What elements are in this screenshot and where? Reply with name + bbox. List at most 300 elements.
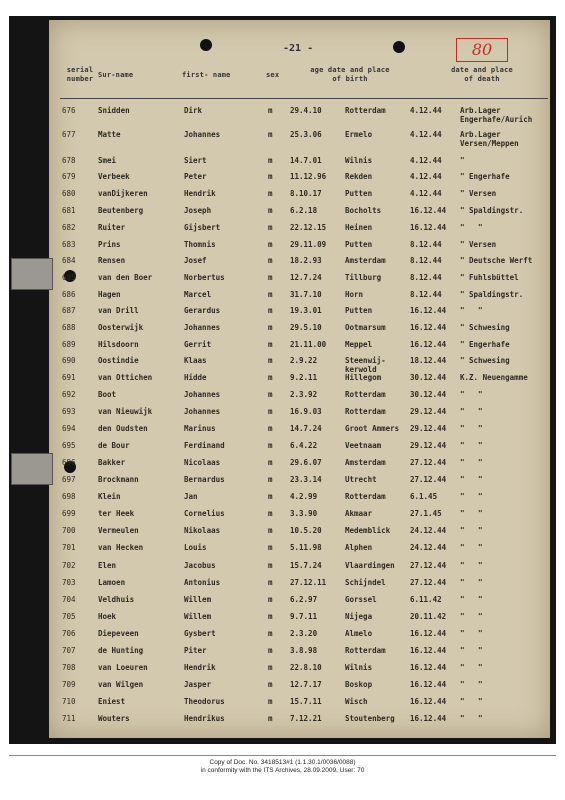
row-death-date: 16.12.44	[410, 223, 447, 232]
row-first-name: Dirk	[184, 106, 203, 115]
row-birth-date: 11.12.96	[290, 172, 327, 181]
row-birth-date: 21.11.00	[290, 340, 327, 349]
punch-hole-left	[200, 39, 212, 51]
row-serial-number: 684	[62, 256, 76, 265]
row-surname: vanDijkeren	[98, 189, 148, 198]
row-death-place: " "	[460, 561, 483, 570]
row-serial-number: 697	[62, 475, 76, 484]
row-death-place: K.Z. Neuengamme	[460, 373, 528, 382]
header-serial-number: serial number	[66, 66, 94, 83]
row-birth-date: 19.3.01	[290, 306, 322, 315]
row-birth-date: 9.7.11	[290, 612, 318, 621]
row-first-name: Piter	[184, 646, 207, 655]
row-death-place: " "	[460, 680, 483, 689]
row-birth-date: 29.5.10	[290, 323, 322, 332]
row-first-name: Bernardus	[184, 475, 225, 484]
row-birth-date: 6.2.18	[290, 206, 318, 215]
row-surname: Klein	[98, 492, 121, 501]
row-surname: den Oudsten	[98, 424, 148, 433]
row-birth-place: Horn	[345, 290, 364, 299]
row-sex: m	[268, 543, 273, 552]
row-first-name: Willem	[184, 612, 212, 621]
row-birth-place: Rotterdam	[345, 390, 386, 399]
row-surname: ter Heek	[98, 509, 135, 518]
row-surname: Ruiter	[98, 223, 126, 232]
row-sex: m	[268, 256, 273, 265]
row-death-date: 27.12.44	[410, 561, 447, 570]
row-death-place: " Engerhafe	[460, 172, 510, 181]
row-surname: Boot	[98, 390, 117, 399]
row-sex: m	[268, 561, 273, 570]
row-sex: m	[268, 663, 273, 672]
row-death-date: 4.12.44	[410, 106, 442, 115]
row-death-date: 16.12.44	[410, 629, 447, 638]
row-first-name: Nicolaas	[184, 458, 221, 467]
row-death-place: " "	[460, 543, 483, 552]
row-first-name: Nikolaas	[184, 526, 221, 535]
row-serial-number: 692	[62, 390, 76, 399]
row-death-date: 27.12.44	[410, 578, 447, 587]
row-sex: m	[268, 629, 273, 638]
row-death-place: Arb.Lager Engerhafe/Aurich	[460, 106, 533, 124]
row-sex: m	[268, 206, 273, 215]
row-first-name: Jasper	[184, 680, 212, 689]
row-birth-date: 2.9.22	[290, 356, 318, 365]
row-sex: m	[268, 172, 273, 181]
row-surname: Oosterwijk	[98, 323, 144, 332]
row-serial-number: 688	[62, 323, 76, 332]
row-surname: Wouters	[98, 714, 130, 723]
row-birth-place: Amsterdam	[345, 458, 386, 467]
row-birth-date: 12.7.17	[290, 680, 322, 689]
row-death-place: " Deutsche Werft	[460, 256, 533, 265]
row-first-name: Norbertus	[184, 273, 225, 282]
row-surname: Prins	[98, 240, 121, 249]
row-death-place: " "	[460, 424, 483, 433]
row-surname: van Hecken	[98, 543, 144, 552]
row-death-date: 4.12.44	[410, 156, 442, 165]
row-death-date: 8.12.44	[410, 256, 442, 265]
row-sex: m	[268, 509, 273, 518]
row-first-name: Hendrik	[184, 189, 216, 198]
row-birth-place: Hillegom	[345, 373, 382, 382]
row-first-name: Johannes	[184, 130, 221, 139]
row-serial-number: 700	[62, 526, 76, 535]
row-surname: Oostindie	[98, 356, 139, 365]
row-death-date: 16.12.44	[410, 697, 447, 706]
row-birth-date: 10.5.20	[290, 526, 322, 535]
row-birth-date: 25.3.06	[290, 130, 322, 139]
row-birth-place: Wilnis	[345, 663, 373, 672]
row-first-name: Josef	[184, 256, 207, 265]
row-surname: van Wilgen	[98, 680, 144, 689]
row-surname: Hilsdoorn	[98, 340, 139, 349]
row-serial-number: 703	[62, 578, 76, 587]
row-death-date: 8.12.44	[410, 273, 442, 282]
row-serial-number: 689	[62, 340, 76, 349]
row-death-place: " Schwesing	[460, 323, 510, 332]
row-birth-place: Nijega	[345, 612, 373, 621]
header-first-name: first- name	[182, 71, 231, 79]
row-first-name: Johannes	[184, 407, 221, 416]
row-first-name: Gysbert	[184, 629, 216, 638]
row-surname: de Bour	[98, 441, 130, 450]
row-death-place: " Spaldingstr.	[460, 290, 524, 299]
row-first-name: Joseph	[184, 206, 212, 215]
row-sex: m	[268, 475, 273, 484]
row-birth-date: 7.12.21	[290, 714, 322, 723]
row-death-place: " Versen	[460, 189, 497, 198]
row-death-place: " "	[460, 697, 483, 706]
row-birth-date: 23.3.14	[290, 475, 322, 484]
row-birth-date: 22.8.10	[290, 663, 322, 672]
row-sex: m	[268, 106, 273, 115]
row-birth-place: Vlaardingen	[345, 561, 395, 570]
row-serial-number: 694	[62, 424, 76, 433]
row-serial-number: 711	[62, 714, 76, 723]
row-surname: Bakker	[98, 458, 126, 467]
row-surname: Rensen	[98, 256, 126, 265]
row-birth-date: 4.2.99	[290, 492, 318, 501]
row-sex: m	[268, 340, 273, 349]
row-birth-place: Rotterdam	[345, 492, 386, 501]
row-sex: m	[268, 273, 273, 282]
row-sex: m	[268, 697, 273, 706]
row-death-date: 27.12.44	[410, 475, 447, 484]
row-death-date: 24.12.44	[410, 526, 447, 535]
row-birth-place: Rotterdam	[345, 646, 386, 655]
row-serial-number: 699	[62, 509, 76, 518]
table-row	[0, 714, 565, 738]
footer-rule	[9, 755, 556, 756]
row-birth-date: 12.7.24	[290, 273, 322, 282]
row-surname: Snidden	[98, 106, 130, 115]
table-row	[0, 130, 565, 154]
row-birth-date: 3.3.90	[290, 509, 318, 518]
row-death-date: 27.12.44	[410, 458, 447, 467]
row-birth-place: Ootmarsum	[345, 323, 386, 332]
row-birth-date: 5.11.98	[290, 543, 322, 552]
row-first-name: Louis	[184, 543, 207, 552]
row-sex: m	[268, 223, 273, 232]
row-death-place: Arb.Lager Versen/Meppen	[460, 130, 519, 148]
row-surname: Smei	[98, 156, 117, 165]
row-serial-number: 685	[62, 273, 76, 282]
row-surname: van Drill	[98, 306, 139, 315]
row-sex: m	[268, 680, 273, 689]
row-death-date: 6.11.42	[410, 595, 442, 604]
row-first-name: Theodorus	[184, 697, 225, 706]
row-death-place: " "	[460, 306, 483, 315]
row-surname: Verbeek	[98, 172, 130, 181]
row-first-name: Gerardus	[184, 306, 221, 315]
row-birth-place: Akmaar	[345, 509, 373, 518]
row-birth-date: 22.12.15	[290, 223, 327, 232]
row-death-date: 16.12.44	[410, 646, 447, 655]
row-death-place: " Fuhlsbüttel	[460, 273, 519, 282]
row-death-place: " "	[460, 390, 483, 399]
row-birth-place: Steenwij- kerwold	[345, 356, 386, 374]
row-birth-place: Medemblick	[345, 526, 391, 535]
header-sex: sex	[266, 71, 280, 79]
row-death-date: 30.12.44	[410, 373, 447, 382]
row-serial-number: 706	[62, 629, 76, 638]
row-death-place: " "	[460, 441, 483, 450]
row-birth-date: 31.7.10	[290, 290, 322, 299]
row-birth-place: Meppel	[345, 340, 373, 349]
row-death-place: " "	[460, 509, 483, 518]
row-sex: m	[268, 130, 273, 139]
row-surname: Eniest	[98, 697, 126, 706]
row-serial-number: 693	[62, 407, 76, 416]
row-birth-place: Putten	[345, 240, 373, 249]
row-first-name: Johannes	[184, 323, 221, 332]
row-serial-number: 682	[62, 223, 76, 232]
row-first-name: Ferdinand	[184, 441, 225, 450]
row-birth-date: 2.3.20	[290, 629, 318, 638]
row-birth-place: Wisch	[345, 697, 368, 706]
row-sex: m	[268, 612, 273, 621]
row-death-place: " "	[460, 223, 483, 232]
row-serial-number: 695	[62, 441, 76, 450]
row-sex: m	[268, 646, 273, 655]
row-birth-place: Gorssel	[345, 595, 377, 604]
row-death-date: 8.12.44	[410, 240, 442, 249]
row-birth-place: Groot Ammers	[345, 424, 400, 433]
row-death-place: " "	[460, 714, 483, 723]
row-birth-place: Heinen	[345, 223, 373, 232]
row-serial-number: 698	[62, 492, 76, 501]
row-sex: m	[268, 407, 273, 416]
row-first-name: Marinus	[184, 424, 216, 433]
row-birth-place: Rotterdam	[345, 106, 386, 115]
row-first-name: Gerrit	[184, 340, 212, 349]
row-death-date: 20.11.42	[410, 612, 447, 621]
row-birth-date: 3.8.98	[290, 646, 318, 655]
header-death: date and place of death	[451, 66, 513, 83]
row-death-date: 27.1.45	[410, 509, 442, 518]
row-sex: m	[268, 714, 273, 723]
row-birth-place: Bocholts	[345, 206, 382, 215]
row-first-name: Marcel	[184, 290, 212, 299]
row-serial-number: 705	[62, 612, 76, 621]
row-death-place: " "	[460, 629, 483, 638]
row-death-place: " "	[460, 492, 483, 501]
row-birth-place: Almelo	[345, 629, 373, 638]
row-birth-place: Rekden	[345, 172, 373, 181]
row-death-place: " Versen	[460, 240, 497, 249]
page-number: -21 -	[283, 43, 314, 54]
row-serial-number: 710	[62, 697, 76, 706]
row-surname: van Loeuren	[98, 663, 148, 672]
row-surname: van Nieuwijk	[98, 407, 153, 416]
row-birth-date: 29.4.10	[290, 106, 322, 115]
row-serial-number: 702	[62, 561, 76, 570]
row-birth-place: Alphen	[345, 543, 373, 552]
row-serial-number: 691	[62, 373, 76, 382]
row-surname: Hoek	[98, 612, 117, 621]
row-death-place: " Spaldingstr.	[460, 206, 524, 215]
row-serial-number: 690	[62, 356, 76, 365]
row-first-name: Hidde	[184, 373, 207, 382]
row-birth-place: Putten	[345, 306, 373, 315]
row-birth-place: Tillburg	[345, 273, 382, 282]
row-sex: m	[268, 240, 273, 249]
row-death-place: " "	[460, 595, 483, 604]
row-first-name: Jacobus	[184, 561, 216, 570]
row-sex: m	[268, 390, 273, 399]
row-sex: m	[268, 323, 273, 332]
row-death-place: " "	[460, 612, 483, 621]
punch-hole-right	[393, 41, 405, 53]
row-sex: m	[268, 441, 273, 450]
row-surname: Beutenberg	[98, 206, 144, 215]
row-first-name: Hendrikus	[184, 714, 225, 723]
row-sex: m	[268, 290, 273, 299]
row-serial-number: 681	[62, 206, 76, 215]
row-death-place: " Engerhafe	[460, 340, 510, 349]
row-birth-place: Utrecht	[345, 475, 377, 484]
row-death-place: " "	[460, 475, 483, 484]
row-death-place: " "	[460, 526, 483, 535]
row-first-name: Peter	[184, 172, 207, 181]
row-birth-date: 16.9.03	[290, 407, 322, 416]
row-sex: m	[268, 595, 273, 604]
row-birth-date: 14.7.24	[290, 424, 322, 433]
row-surname: Diepeveen	[98, 629, 139, 638]
row-sex: m	[268, 424, 273, 433]
row-serial-number: 683	[62, 240, 76, 249]
footer-line-2: in conformity with the ITS Archives, 28.09.2009, User: 70	[200, 767, 365, 774]
row-surname: de Hunting	[98, 646, 144, 655]
row-serial-number: 678	[62, 156, 76, 165]
row-birth-place: Putten	[345, 189, 373, 198]
row-birth-place: Boskop	[345, 680, 373, 689]
row-surname: Matte	[98, 130, 121, 139]
row-sex: m	[268, 189, 273, 198]
row-birth-place: Amsterdam	[345, 256, 386, 265]
row-birth-place: Stoutenberg	[345, 714, 395, 723]
row-surname: Elen	[98, 561, 117, 570]
row-sex: m	[268, 578, 273, 587]
row-sex: m	[268, 458, 273, 467]
row-birth-date: 14.7.01	[290, 156, 322, 165]
header-birth: age date and place of birth	[310, 66, 390, 83]
row-first-name: Hendrik	[184, 663, 216, 672]
row-first-name: Johannes	[184, 390, 221, 399]
row-surname: Vermeulen	[98, 526, 139, 535]
row-death-place: " "	[460, 407, 483, 416]
row-death-place: "	[460, 156, 465, 165]
row-surname: van den Boer	[98, 273, 153, 282]
archive-stamp-number: 80	[456, 38, 508, 62]
row-death-date: 29.12.44	[410, 441, 447, 450]
row-serial-number: 701	[62, 543, 76, 552]
row-death-date: 4.12.44	[410, 172, 442, 181]
row-serial-number: 686	[62, 290, 76, 299]
row-surname: Lamoen	[98, 578, 126, 587]
row-birth-place: Wilnis	[345, 156, 373, 165]
row-serial-number: 709	[62, 680, 76, 689]
table-row	[0, 106, 565, 130]
row-death-date: 4.12.44	[410, 130, 442, 139]
row-death-date: 16.12.44	[410, 663, 447, 672]
row-first-name: Klaas	[184, 356, 207, 365]
row-death-place: " "	[460, 458, 483, 467]
row-birth-date: 9.2.11	[290, 373, 318, 382]
row-birth-date: 29.6.07	[290, 458, 322, 467]
row-serial-number: 676	[62, 106, 76, 115]
row-birth-place: Schijndel	[345, 578, 386, 587]
row-death-date: 4.12.44	[410, 189, 442, 198]
row-birth-date: 8.10.17	[290, 189, 322, 198]
row-sex: m	[268, 306, 273, 315]
row-surname: van Ottichen	[98, 373, 153, 382]
row-death-date: 16.12.44	[410, 714, 447, 723]
archive-footer	[0, 759, 565, 775]
row-surname: Hagen	[98, 290, 121, 299]
row-death-date: 24.12.44	[410, 543, 447, 552]
header-surname: Sur-name	[98, 71, 134, 79]
row-birth-date: 29.11.09	[290, 240, 327, 249]
row-first-name: Willem	[184, 595, 212, 604]
row-death-date: 16.12.44	[410, 306, 447, 315]
row-first-name: Gijsbert	[184, 223, 221, 232]
row-birth-date: 6.2.97	[290, 595, 318, 604]
row-birth-place: Veetnaam	[345, 441, 382, 450]
row-death-place: " "	[460, 663, 483, 672]
row-death-date: 29.12.44	[410, 424, 447, 433]
row-first-name: Siert	[184, 156, 207, 165]
row-sex: m	[268, 526, 273, 535]
row-death-date: 6.1.45	[410, 492, 438, 501]
row-sex: m	[268, 156, 273, 165]
row-serial-number: 696	[62, 458, 76, 467]
row-serial-number: 708	[62, 663, 76, 672]
row-serial-number: 707	[62, 646, 76, 655]
row-birth-date: 6.4.22	[290, 441, 318, 450]
row-first-name: Thomnis	[184, 240, 216, 249]
row-serial-number: 680	[62, 189, 76, 198]
row-serial-number: 679	[62, 172, 76, 181]
row-birth-date: 27.12.11	[290, 578, 327, 587]
row-death-place: " Schwesing	[460, 356, 510, 365]
row-first-name: Cornelius	[184, 509, 225, 518]
row-birth-date: 2.3.92	[290, 390, 318, 399]
row-birth-date: 18.2.93	[290, 256, 322, 265]
header-rule	[60, 98, 548, 99]
row-serial-number: 677	[62, 130, 76, 139]
row-sex: m	[268, 356, 273, 365]
footer-line-1: Copy of Doc. No. 3418513#1 (1.1.30.1/0036/0088)	[209, 759, 356, 766]
row-death-place: " "	[460, 646, 483, 655]
row-serial-number: 687	[62, 306, 76, 315]
row-death-date: 18.12.44	[410, 356, 447, 365]
row-death-date: 16.12.44	[410, 340, 447, 349]
row-surname: Veldhuis	[98, 595, 135, 604]
row-birth-date: 15.7.24	[290, 561, 322, 570]
row-birth-date: 15.7.11	[290, 697, 322, 706]
row-death-date: 16.12.44	[410, 323, 447, 332]
row-first-name: Jan	[184, 492, 198, 501]
row-birth-place: Ermelo	[345, 130, 373, 139]
row-serial-number: 704	[62, 595, 76, 604]
row-surname: Brockmann	[98, 475, 139, 484]
row-sex: m	[268, 373, 273, 382]
row-death-date: 16.12.44	[410, 206, 447, 215]
row-death-date: 16.12.44	[410, 680, 447, 689]
row-death-place: " "	[460, 578, 483, 587]
